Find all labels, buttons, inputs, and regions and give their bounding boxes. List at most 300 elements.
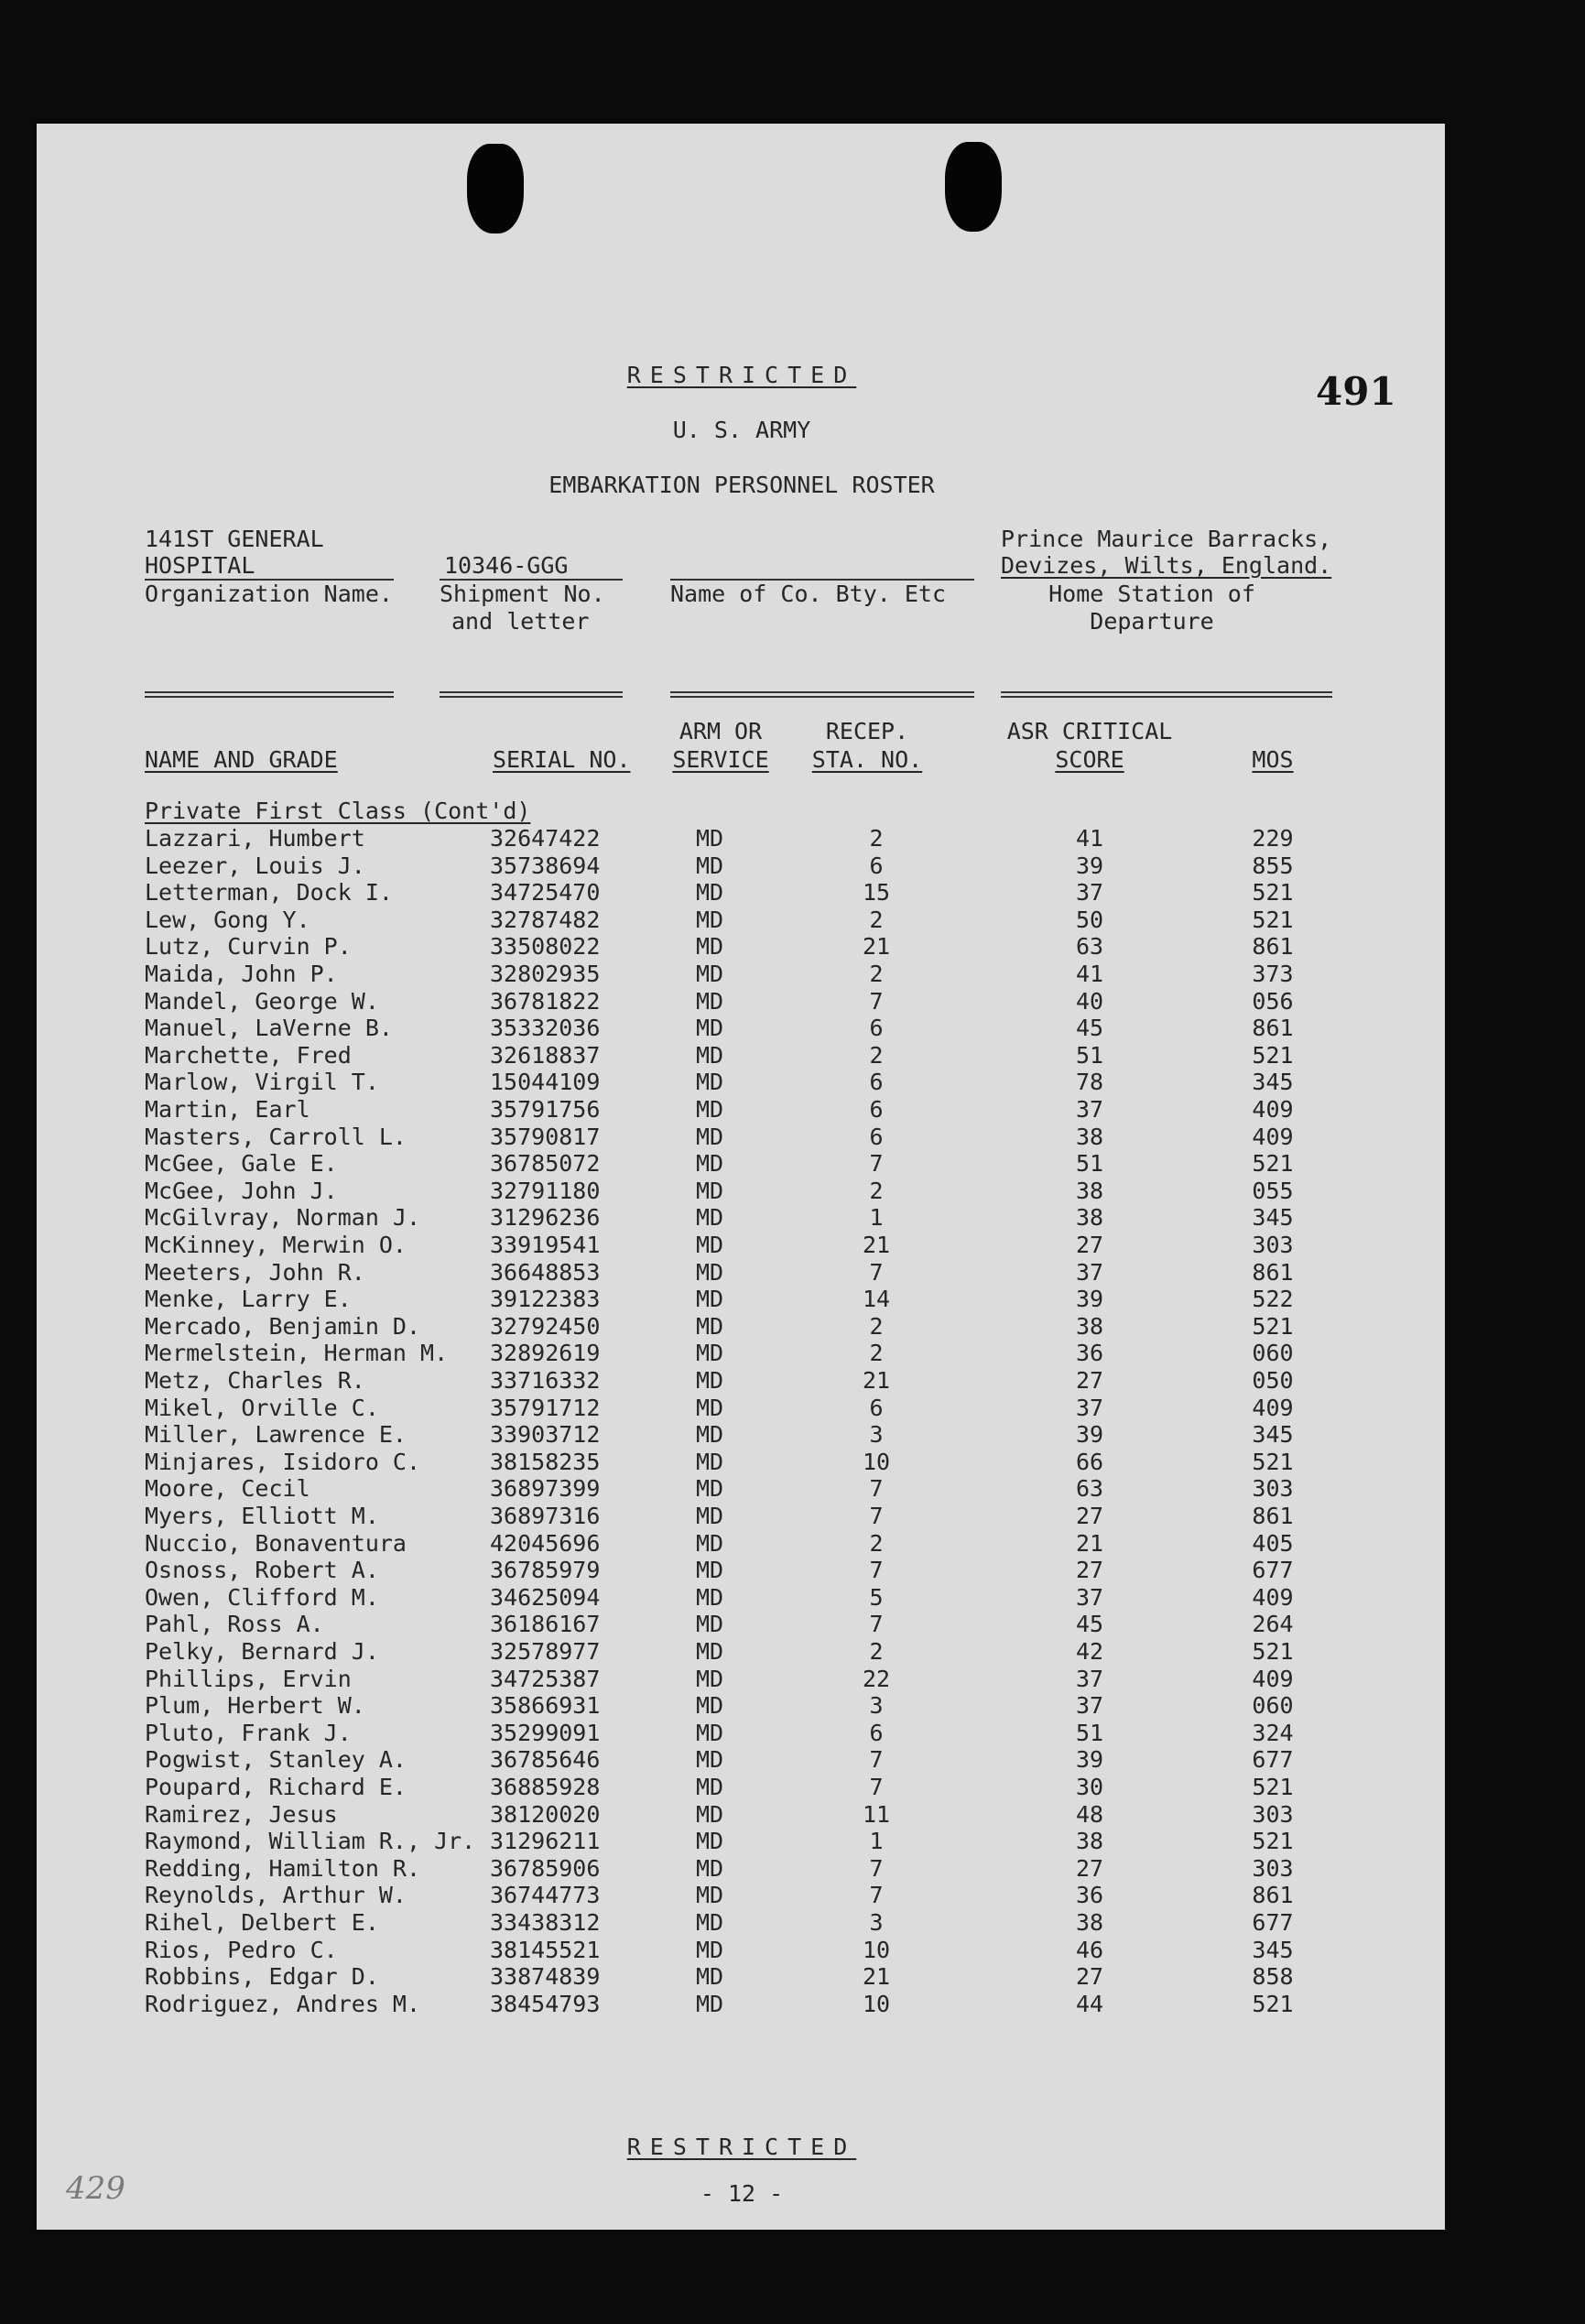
table-row: [37, 827, 1445, 853]
arm-or-service: MD: [696, 1638, 724, 1665]
table-row: [37, 1613, 1445, 1639]
table-row: [37, 1776, 1445, 1802]
arm-or-service: MD: [696, 1503, 724, 1529]
reception-station: 6: [869, 1096, 884, 1123]
arm-or-service: MD: [696, 1583, 724, 1611]
serial-number: 36785072: [490, 1150, 601, 1178]
serial-number: 36744773: [490, 1882, 601, 1909]
reception-station: 2: [869, 1340, 884, 1367]
asr-score: 37: [1075, 1665, 1104, 1692]
asr-score: 27: [1075, 1503, 1104, 1529]
arm-or-service: MD: [696, 825, 724, 852]
reception-station: 2: [869, 1177, 884, 1204]
reception-station: 6: [869, 1719, 884, 1746]
table-row: [37, 935, 1445, 961]
table-row: [37, 908, 1445, 935]
asr-score: 37: [1075, 1583, 1104, 1611]
member-name: Rios, Pedro C.: [145, 1936, 338, 1963]
table-row: [37, 962, 1445, 989]
serial-number: 38158235: [490, 1448, 601, 1475]
table-row: [37, 1830, 1445, 1856]
arm-or-service: MD: [696, 1529, 724, 1557]
reception-station: 21: [862, 1232, 891, 1258]
arm-or-service: MD: [696, 1394, 724, 1421]
reception-station: 2: [869, 961, 884, 987]
member-name: McGee, Gale E.: [145, 1150, 338, 1178]
asr-score: 27: [1075, 1232, 1104, 1258]
arm-or-service: MD: [696, 879, 724, 907]
table-row: [37, 1558, 1445, 1585]
member-name: Rihel, Delbert E.: [145, 1909, 379, 1936]
table-row: [37, 1098, 1445, 1124]
mos-code: 677: [1252, 1746, 1294, 1774]
reception-station: 14: [862, 1286, 891, 1313]
mos-code: 861: [1252, 1258, 1294, 1286]
punch-hole: [945, 142, 1002, 232]
reception-station: 3: [869, 1421, 884, 1449]
serial-number: 36785646: [490, 1746, 601, 1774]
double-rule: [670, 691, 974, 698]
col-header-recep: RECEP.: [825, 718, 909, 744]
arm-or-service: MD: [696, 1828, 724, 1855]
arm-or-service: MD: [696, 1258, 724, 1286]
col-header-mos: MOS: [1252, 746, 1294, 773]
asr-score: 45: [1075, 1611, 1104, 1638]
mos-code: 858: [1252, 1963, 1294, 1991]
serial-number: 35791756: [490, 1096, 601, 1123]
serial-number: 33903712: [490, 1421, 601, 1449]
table-row: [37, 1423, 1445, 1450]
agency-title: U. S. ARMY: [672, 417, 811, 443]
home-station-label-2: Departure: [1090, 608, 1214, 635]
reception-station: 6: [869, 1015, 884, 1042]
asr-score: 78: [1075, 1069, 1104, 1096]
asr-score: 66: [1075, 1448, 1104, 1475]
member-name: Minjares, Isidoro C.: [145, 1448, 421, 1475]
table-row: [37, 1667, 1445, 1694]
member-name: Reynolds, Arthur W.: [145, 1882, 407, 1909]
asr-score: 51: [1075, 1150, 1104, 1178]
table-row: [37, 1477, 1445, 1504]
asr-score: 63: [1075, 933, 1104, 961]
table-row: [37, 1694, 1445, 1721]
reception-station: 2: [869, 1638, 884, 1665]
arm-or-service: MD: [696, 1611, 724, 1638]
member-name: Rodriguez, Andres M.: [145, 1990, 421, 2017]
mos-code: 409: [1252, 1123, 1294, 1150]
page-stamp-number: 491: [1316, 369, 1396, 414]
mos-code: 345: [1252, 1421, 1294, 1449]
member-name: Pahl, Ross A.: [145, 1611, 324, 1638]
table-row: [37, 1287, 1445, 1314]
member-name: Pluto, Frank J.: [145, 1719, 352, 1746]
serial-number: 36781822: [490, 987, 601, 1015]
col-header-name: NAME AND GRADE: [145, 746, 338, 773]
mos-code: 521: [1252, 1828, 1294, 1855]
reception-station: 21: [862, 1367, 891, 1394]
table-row: [37, 1125, 1445, 1152]
serial-number: 32792450: [490, 1312, 601, 1340]
member-name: Phillips, Ervin: [145, 1665, 352, 1692]
mos-code: 861: [1252, 1503, 1294, 1529]
asr-score: 27: [1075, 1854, 1104, 1882]
serial-number: 35299091: [490, 1719, 601, 1746]
member-name: Mercado, Benjamin D.: [145, 1312, 421, 1340]
member-name: Lazzari, Humbert: [145, 825, 365, 852]
member-name: Mandel, George W.: [145, 987, 379, 1015]
serial-number: 36785979: [490, 1557, 601, 1584]
col-header-arm-2: SERVICE: [672, 746, 769, 773]
mos-code: 409: [1252, 1394, 1294, 1421]
table-row: [37, 1748, 1445, 1775]
asr-score: 27: [1075, 1963, 1104, 1991]
asr-score: 51: [1075, 1719, 1104, 1746]
reception-station: 7: [869, 1150, 884, 1178]
reception-station: 7: [869, 1746, 884, 1774]
table-row: [37, 854, 1445, 881]
member-name: McKinney, Merwin O.: [145, 1232, 407, 1258]
table-row: [37, 987, 1445, 1016]
table-row: [37, 1990, 1445, 2019]
table-row: [37, 1369, 1445, 1395]
arm-or-service: MD: [696, 1936, 724, 1963]
mos-code: 521: [1252, 1774, 1294, 1800]
org-name-line2: HOSPITAL: [145, 552, 255, 579]
mos-code: 050: [1252, 1367, 1294, 1394]
serial-number: 38454793: [490, 1990, 601, 2017]
member-name: Meeters, John R.: [145, 1258, 365, 1286]
asr-score: 38: [1075, 1123, 1104, 1150]
arm-or-service: MD: [696, 1909, 724, 1936]
table-row: [37, 1179, 1445, 1206]
mos-code: 409: [1252, 1665, 1294, 1692]
mos-code: 521: [1252, 1041, 1294, 1069]
table-row: [37, 1016, 1445, 1043]
arm-or-service: MD: [696, 1367, 724, 1394]
table-row: [37, 1938, 1445, 1965]
asr-score: 30: [1075, 1774, 1104, 1800]
mos-code: 677: [1252, 1909, 1294, 1936]
asr-score: 42: [1075, 1638, 1104, 1665]
mos-code: 409: [1252, 1583, 1294, 1611]
serial-number: 35332036: [490, 1015, 601, 1042]
asr-score: 37: [1075, 1258, 1104, 1286]
asr-score: 21: [1075, 1529, 1104, 1557]
asr-score: 39: [1075, 1286, 1104, 1313]
reception-station: 7: [869, 1774, 884, 1800]
reception-station: 2: [869, 1041, 884, 1069]
member-name: Marchette, Fred: [145, 1041, 352, 1069]
arm-or-service: MD: [696, 1800, 724, 1828]
reception-station: 3: [869, 1909, 884, 1936]
mos-code: 855: [1252, 852, 1294, 879]
member-name: Menke, Larry E.: [145, 1286, 352, 1313]
member-name: Pelky, Bernard J.: [145, 1638, 379, 1665]
serial-number: 33508022: [490, 933, 601, 961]
asr-score: 41: [1075, 825, 1104, 852]
member-name: Manuel, LaVerne B.: [145, 1015, 393, 1042]
table-row: [37, 1450, 1445, 1477]
reception-station: 7: [869, 1503, 884, 1529]
asr-score: 48: [1075, 1800, 1104, 1828]
member-name: Metz, Charles R.: [145, 1367, 365, 1394]
arm-or-service: MD: [696, 1204, 724, 1232]
arm-or-service: MD: [696, 987, 724, 1015]
serial-number: 15044109: [490, 1069, 601, 1096]
asr-score: 38: [1075, 1177, 1104, 1204]
asr-score: 39: [1075, 852, 1104, 879]
mos-code: 522: [1252, 1286, 1294, 1313]
table-row: [37, 1258, 1445, 1287]
serial-number: 35738694: [490, 852, 601, 879]
org-name-line1: 141ST GENERAL: [145, 526, 324, 552]
asr-score: 38: [1075, 1828, 1104, 1855]
mos-code: 521: [1252, 1312, 1294, 1340]
mos-code: 345: [1252, 1069, 1294, 1096]
double-rule: [145, 691, 394, 698]
punch-hole: [467, 144, 524, 233]
arm-or-service: MD: [696, 1557, 724, 1584]
mos-code: 521: [1252, 879, 1294, 907]
mos-code: 324: [1252, 1719, 1294, 1746]
table-row: [37, 1911, 1445, 1938]
arm-or-service: MD: [696, 1096, 724, 1123]
reception-station: 10: [862, 1448, 891, 1475]
member-name: Mikel, Orville C.: [145, 1394, 379, 1421]
table-row: [37, 1070, 1445, 1097]
reception-station: 1: [869, 1204, 884, 1232]
asr-score: 51: [1075, 1041, 1104, 1069]
mos-code: 521: [1252, 1638, 1294, 1665]
reception-station: 7: [869, 1475, 884, 1503]
table-row: [37, 1206, 1445, 1233]
arm-or-service: MD: [696, 1177, 724, 1204]
member-name: Owen, Clifford M.: [145, 1583, 379, 1611]
serial-number: 32802935: [490, 961, 601, 987]
arm-or-service: MD: [696, 1665, 724, 1692]
reception-station: 7: [869, 1557, 884, 1584]
org-name-label: Organization Name.: [145, 581, 393, 607]
serial-number: 42045696: [490, 1529, 601, 1557]
arm-or-service: MD: [696, 1774, 724, 1800]
serial-number: 33716332: [490, 1367, 601, 1394]
asr-score: 37: [1075, 1394, 1104, 1421]
serial-number: 35791712: [490, 1394, 601, 1421]
table-row: [37, 881, 1445, 907]
serial-number: 32618837: [490, 1041, 601, 1069]
reception-station: 7: [869, 1882, 884, 1909]
reception-station: 10: [862, 1990, 891, 2017]
asr-score: 36: [1075, 1882, 1104, 1909]
double-rule: [1001, 691, 1332, 698]
mos-code: 409: [1252, 1096, 1294, 1123]
mos-code: 521: [1252, 1990, 1294, 2017]
arm-or-service: MD: [696, 1123, 724, 1150]
member-name: Marlow, Virgil T.: [145, 1069, 379, 1096]
serial-number: 32578977: [490, 1638, 601, 1665]
reception-station: 10: [862, 1936, 891, 1963]
member-name: Lutz, Curvin P.: [145, 933, 352, 961]
pencil-note: 429: [66, 2170, 125, 2207]
arm-or-service: MD: [696, 1448, 724, 1475]
col-header-recep-2: STA. NO.: [811, 746, 923, 773]
serial-number: 35790817: [490, 1123, 601, 1150]
mos-code: 861: [1252, 1882, 1294, 1909]
asr-score: 40: [1075, 987, 1104, 1015]
member-name: Mermelstein, Herman M.: [145, 1340, 449, 1367]
asr-score: 37: [1075, 879, 1104, 907]
serial-number: 33919541: [490, 1232, 601, 1258]
mos-code: 677: [1252, 1557, 1294, 1584]
arm-or-service: MD: [696, 933, 724, 961]
arm-or-service: MD: [696, 1475, 724, 1503]
member-name: Nuccio, Bonaventura: [145, 1529, 407, 1557]
reception-station: 5: [869, 1583, 884, 1611]
restricted-footer: RESTRICTED: [626, 2134, 857, 2160]
arm-or-service: MD: [696, 961, 724, 987]
mos-code: 060: [1252, 1692, 1294, 1720]
reception-station: 3: [869, 1692, 884, 1720]
reception-station: 21: [862, 933, 891, 961]
reception-station: 6: [869, 852, 884, 879]
asr-score: 50: [1075, 906, 1104, 933]
arm-or-service: MD: [696, 1719, 724, 1746]
member-name: Ramirez, Jesus: [145, 1800, 338, 1828]
member-name: McGilvray, Norman J.: [145, 1204, 421, 1232]
arm-or-service: MD: [696, 1990, 724, 2017]
home-station-label: Home Station of: [1048, 581, 1255, 607]
serial-number: 34625094: [490, 1583, 601, 1611]
serial-number: 36885928: [490, 1774, 601, 1800]
table-row: [37, 1152, 1445, 1178]
asr-score: 27: [1075, 1367, 1104, 1394]
member-name: Plum, Herbert W.: [145, 1692, 365, 1720]
reception-station: 7: [869, 1258, 884, 1286]
arm-or-service: MD: [696, 1421, 724, 1449]
asr-score: 44: [1075, 1990, 1104, 2017]
serial-number: 33438312: [490, 1909, 601, 1936]
company-label: Name of Co. Bty. Etc: [670, 581, 947, 607]
table-row: [37, 1041, 1445, 1070]
member-name: Poupard, Richard E.: [145, 1774, 407, 1800]
asr-score: 38: [1075, 1909, 1104, 1936]
col-header-serial: SERIAL NO.: [493, 746, 631, 773]
member-name: Redding, Hamilton R.: [145, 1854, 421, 1882]
table-row: [37, 1504, 1445, 1531]
asr-score: 39: [1075, 1421, 1104, 1449]
reception-station: 7: [869, 987, 884, 1015]
col-header-asr-2: SCORE: [1055, 746, 1124, 773]
asr-score: 27: [1075, 1557, 1104, 1584]
shipment-label-2: and letter: [451, 608, 590, 635]
mos-code: 055: [1252, 1177, 1294, 1204]
serial-number: 35866931: [490, 1692, 601, 1720]
reception-station: 7: [869, 1854, 884, 1882]
arm-or-service: MD: [696, 1340, 724, 1367]
asr-score: 36: [1075, 1340, 1104, 1367]
home-station-line2: Devizes, Wilts, England.: [1001, 552, 1332, 579]
member-name: McGee, John J.: [145, 1177, 338, 1204]
arm-or-service: MD: [696, 852, 724, 879]
serial-number: 36897399: [490, 1475, 601, 1503]
reception-station: 6: [869, 1394, 884, 1421]
arm-or-service: MD: [696, 1041, 724, 1069]
serial-number: 34725470: [490, 879, 601, 907]
arm-or-service: MD: [696, 1232, 724, 1258]
member-name: Myers, Elliott M.: [145, 1503, 379, 1529]
mos-code: 345: [1252, 1936, 1294, 1963]
arm-or-service: MD: [696, 1692, 724, 1720]
table-row: [37, 1854, 1445, 1884]
shipment-number: 10346-GGG: [444, 552, 569, 579]
reception-station: 6: [869, 1123, 884, 1150]
member-name: Letterman, Dock I.: [145, 879, 393, 907]
serial-number: 32791180: [490, 1177, 601, 1204]
member-name: Osnoss, Robert A.: [145, 1557, 379, 1584]
table-row: [37, 1965, 1445, 1992]
serial-number: 36897316: [490, 1503, 601, 1529]
asr-score: 41: [1075, 961, 1104, 987]
section-label: Private First Class (Cont'd): [145, 798, 531, 824]
serial-number: 32892619: [490, 1340, 601, 1367]
asr-score: 45: [1075, 1015, 1104, 1042]
arm-or-service: MD: [696, 1150, 724, 1178]
double-rule: [440, 691, 623, 698]
serial-number: 31296211: [490, 1828, 601, 1855]
table-row: [37, 1583, 1445, 1613]
member-name: Moore, Cecil: [145, 1475, 310, 1503]
table-row: [37, 1800, 1445, 1830]
reception-station: 1: [869, 1828, 884, 1855]
serial-number: 38145521: [490, 1936, 601, 1963]
table-row: [37, 1233, 1445, 1260]
arm-or-service: MD: [696, 1312, 724, 1340]
member-name: Raymond, William R., Jr.: [145, 1828, 476, 1855]
table-row: [37, 1721, 1445, 1748]
reception-station: 2: [869, 1312, 884, 1340]
table-row: [37, 1341, 1445, 1368]
mos-code: 056: [1252, 987, 1294, 1015]
serial-number: 34725387: [490, 1665, 601, 1692]
arm-or-service: MD: [696, 1069, 724, 1096]
reception-station: 2: [869, 1529, 884, 1557]
serial-number: 36186167: [490, 1611, 601, 1638]
form-title: EMBARKATION PERSONNEL ROSTER: [548, 472, 935, 498]
reception-station: 2: [869, 906, 884, 933]
serial-number: 33874839: [490, 1963, 601, 1991]
mos-code: 521: [1252, 1448, 1294, 1475]
serial-number: 31296236: [490, 1204, 601, 1232]
asr-score: 63: [1075, 1475, 1104, 1503]
asr-score: 38: [1075, 1204, 1104, 1232]
serial-number: 38120020: [490, 1800, 601, 1828]
table-row: [37, 1312, 1445, 1341]
asr-score: 37: [1075, 1692, 1104, 1720]
mos-code: 521: [1252, 906, 1294, 933]
member-name: Leezer, Louis J.: [145, 852, 365, 879]
arm-or-service: MD: [696, 1882, 724, 1909]
serial-number: 32787482: [490, 906, 601, 933]
table-row: [37, 1640, 1445, 1667]
reception-station: 2: [869, 825, 884, 852]
home-station-line1: Prince Maurice Barracks,: [1001, 526, 1332, 552]
asr-score: 39: [1075, 1746, 1104, 1774]
mos-code: 264: [1252, 1611, 1294, 1638]
member-name: Masters, Carroll L.: [145, 1123, 407, 1150]
mos-code: 303: [1252, 1854, 1294, 1882]
member-name: Robbins, Edgar D.: [145, 1963, 379, 1991]
reception-station: 6: [869, 1069, 884, 1096]
